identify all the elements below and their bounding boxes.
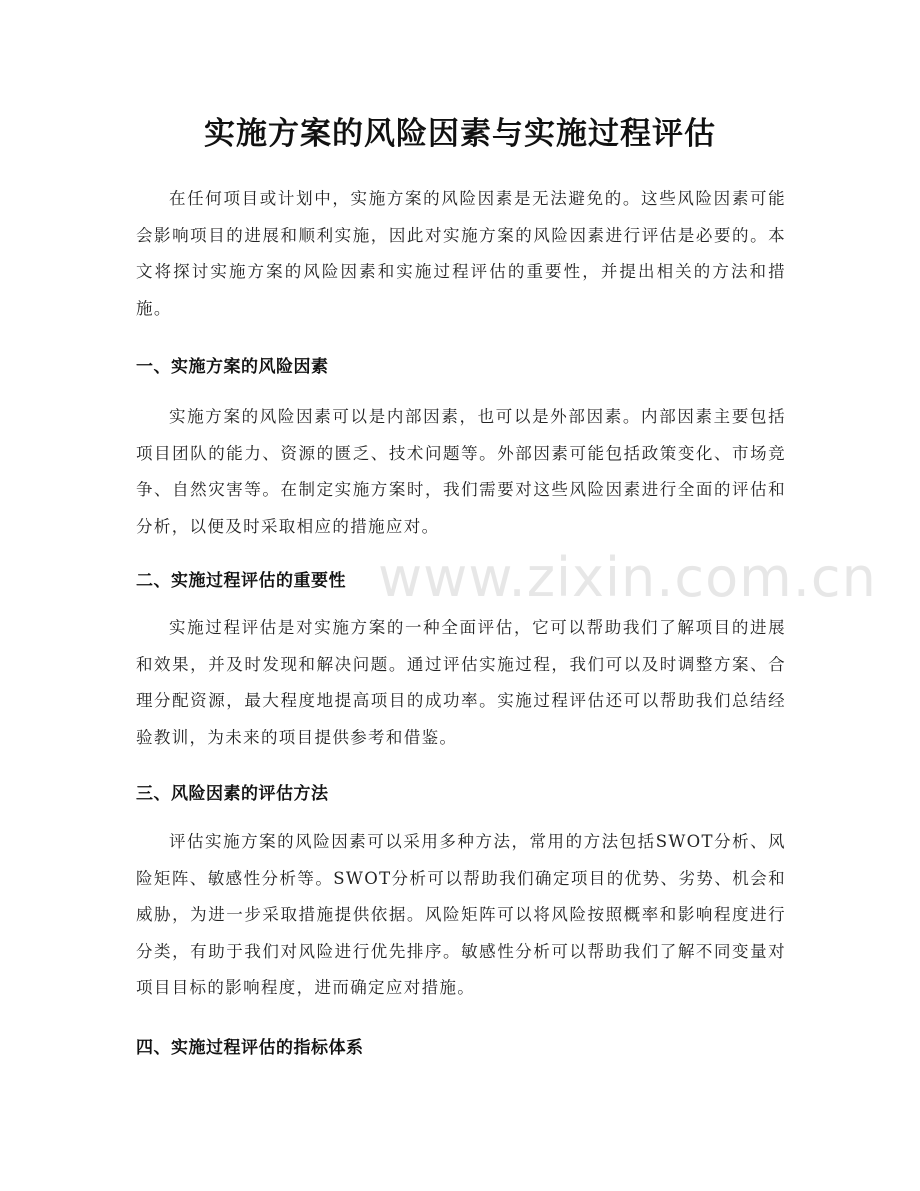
- section-body-1: 实施方案的风险因素可以是内部因素，也可以是外部因素。内部因素主要包括项目团队的能力、资源的匮乏、技术问题等。外部因素可能包括政策变化、市场竞争、自然灾害等。在制定实施方案时，我们需要对这些风险因素进行全面的评估和分析，以便及时采取相应的措施应对。: [136, 407, 786, 536]
- section-heading-3: 三、风险因素的评估方法: [136, 784, 329, 804]
- section-heading-4: 四、实施过程评估的指标体系: [136, 1037, 364, 1058]
- watermark: www.zixin.com.cn: [378, 546, 877, 609]
- section-heading-1: 一、实施方案的风险因素: [136, 357, 329, 377]
- section-body-3: 评估实施方案的风险因素可以采用多种方法，常用的方法包括SWOT分析、风险矩阵、敏感性分析等。SWOT分析可以帮助我们确定项目的优势、劣势、机会和威胁，为进一步采取措施提供依据。风险矩阵可以将风险按照概率和影响程度进行分类，有助于我们对风险进行优先排序。敏感性分析可以帮助我们了解不同变量对项目目标的影响程度，进而确定应对措施。: [136, 832, 786, 997]
- section-heading-2: 二、实施过程评估的重要性: [136, 571, 346, 591]
- document-body: [136, 181, 786, 1058]
- section-body-2: 实施过程评估是对实施方案的一种全面评估，它可以帮助我们了解项目的进展和效果，并及时发现和解决问题。通过评估实施过程，我们可以及时调整方案、合理分配资源，最大程度地提高项目的成功率。实施过程评估还可以帮助我们总结经验教训，为未来的项目提供参考和借鉴。: [136, 618, 786, 747]
- page-title: 实施方案的风险因素与实施过程评估: [204, 116, 716, 152]
- intro-paragraph: 在任何项目或计划中，实施方案的风险因素是无法避免的。这些风险因素可能会影响项目的进展和顺利实施，因此对实施方案的风险因素进行评估是必要的。本文将探讨实施方案的风险因素和实施过程评估的重要性，并提出相关的方法和措施。: [136, 189, 786, 318]
